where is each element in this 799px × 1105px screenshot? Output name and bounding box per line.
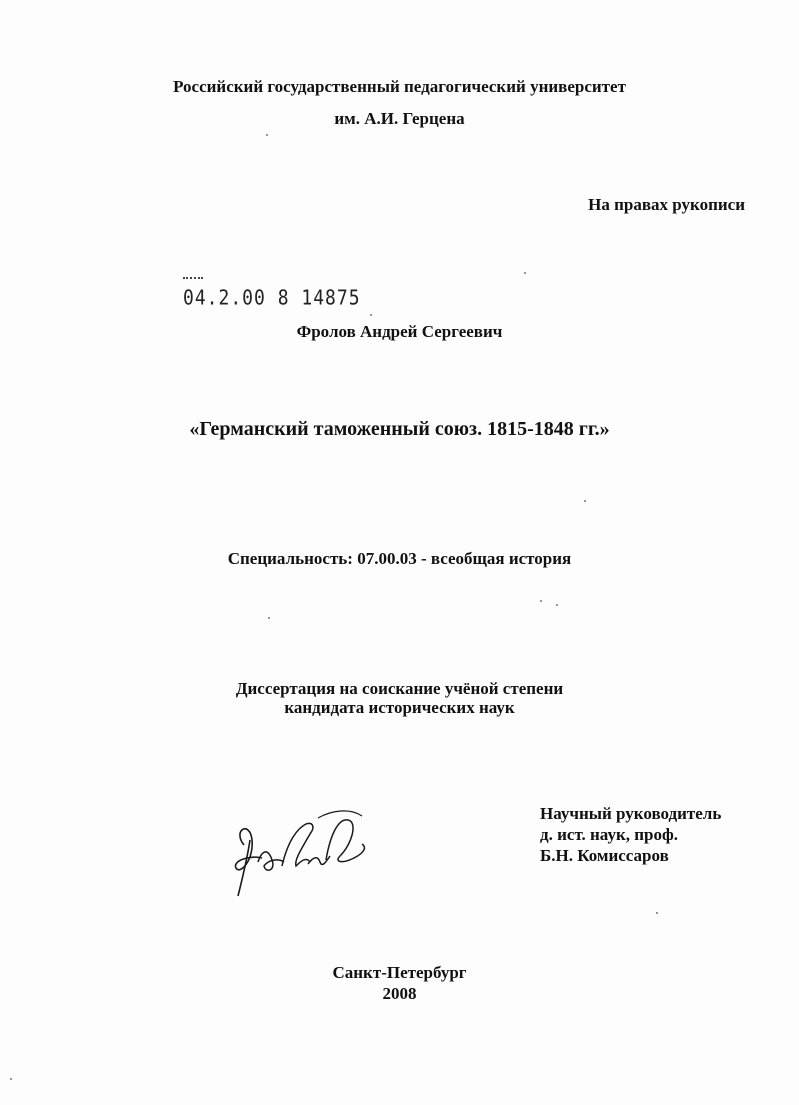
city: Санкт-Петербург xyxy=(332,963,467,982)
supervisor-name: Б.Н. Комиссаров xyxy=(540,846,669,865)
dissertation-title: «Германский таможенный союз. 1815-1848 гг.» xyxy=(189,418,610,440)
supervisor-label: Научный руководитель xyxy=(540,804,722,823)
scan-speck xyxy=(524,272,526,274)
supervisor-degree: д. ист. наук, проф. xyxy=(540,825,679,844)
scan-speck xyxy=(268,617,270,619)
code-mark xyxy=(183,277,203,282)
university-name: Российский государственный педагогический университет xyxy=(173,77,626,96)
author-name: Фролов Андрей Сергеевич xyxy=(296,322,503,341)
scan-speck xyxy=(370,314,372,316)
signature-image xyxy=(222,800,372,900)
degree-line-2: кандидата исторических наук xyxy=(284,698,515,717)
scan-speck xyxy=(656,912,658,914)
scan-speck xyxy=(266,134,268,136)
rights-note: На правах рукописи xyxy=(588,195,745,214)
university-subtitle: им. А.И. Герцена xyxy=(334,109,465,128)
scan-speck xyxy=(584,500,586,502)
specialty-line: Специальность: 07.00.03 - всеобщая история xyxy=(227,549,572,568)
scan-speck xyxy=(540,600,542,602)
registration-code: 04.2.00 8 14875 xyxy=(183,286,361,311)
scan-speck xyxy=(10,1078,12,1080)
year: 2008 xyxy=(382,984,417,1003)
degree-line-1: Диссертация на соискание учёной степени xyxy=(235,679,564,698)
scan-speck xyxy=(556,604,558,606)
